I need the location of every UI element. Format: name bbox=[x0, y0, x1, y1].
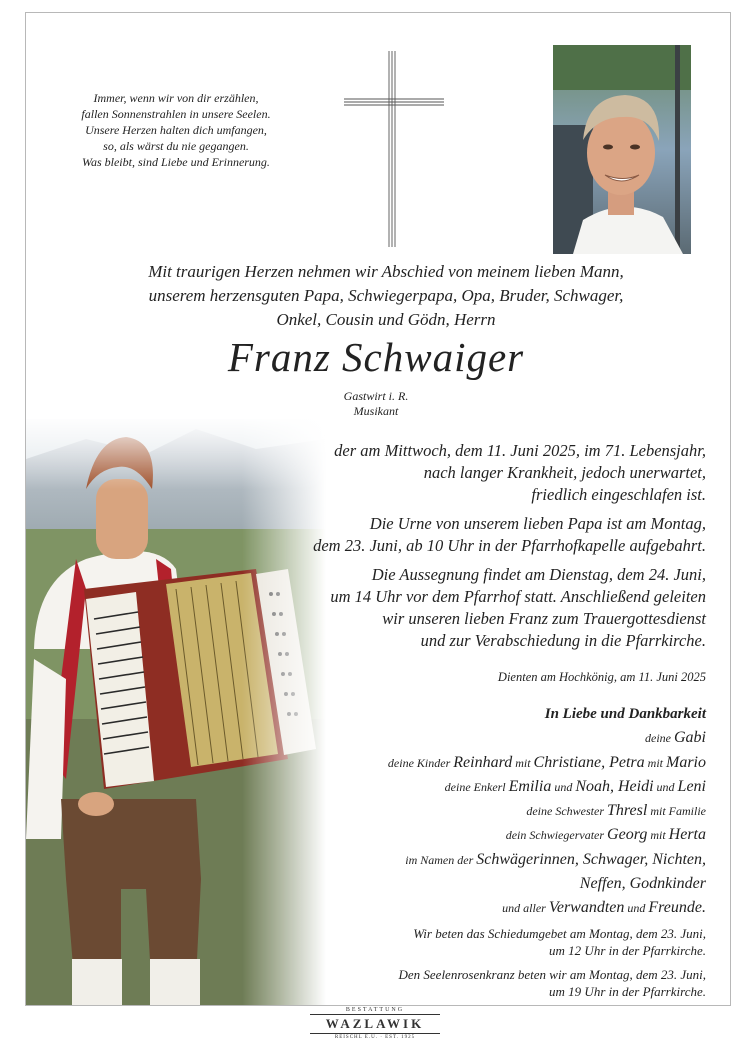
family-line-in-laws: im Namen der Schwägerinnen, Schwager, Nichten, bbox=[405, 850, 706, 868]
occupation-line: Musikant bbox=[353, 404, 399, 418]
cross-icon bbox=[344, 51, 444, 247]
memorial-verse bbox=[26, 90, 326, 170]
logo-main-text: WAZLAWIK bbox=[310, 1014, 440, 1034]
prayer-line: Den Seelenrosenkranz beten wir am Montag, dem 23. Juni, bbox=[398, 967, 706, 982]
family-list bbox=[388, 703, 706, 921]
obituary-card bbox=[25, 12, 731, 1006]
blessing-notice bbox=[330, 564, 706, 652]
family-line-grandchildren: deine Enkerl Emilia und Noah, Heidi und Leni bbox=[444, 777, 706, 795]
family-line-spouse: deine Gabi bbox=[645, 729, 706, 747]
prayer-notice bbox=[399, 925, 707, 1000]
verse-line: Unsere Herzen halten dich umfangen, bbox=[85, 123, 267, 137]
blessing-line: Die Aussegnung findet am Dienstag, dem 24. Juni, bbox=[371, 565, 706, 584]
verse-line: so, als wärst du nie gegangen. bbox=[103, 139, 249, 153]
verse-line: fallen Sonnenstrahlen in unsere Seelen. bbox=[81, 107, 271, 121]
occupation-line: Gastwirt i. R. bbox=[343, 389, 409, 403]
death-notice bbox=[334, 440, 706, 506]
family-line-godchildren: Neffen, Godnkinder bbox=[579, 875, 706, 893]
intro-text bbox=[86, 260, 686, 332]
blessing-line: wir unseren lieben Franz zum Trauergottesdienst bbox=[382, 609, 706, 628]
occupation bbox=[306, 389, 446, 419]
verse-line: Was bleibt, sind Liebe und Erinnerung. bbox=[82, 155, 270, 169]
family-heading: In Liebe und Dankbarkeit bbox=[544, 706, 706, 722]
urn-notice bbox=[313, 513, 706, 557]
urn-line: dem 23. Juni, ab 10 Uhr in der Pfarrhofkapelle aufgebahrt. bbox=[313, 536, 706, 555]
intro-line: unserem herzensguten Papa, Schwiegerpapa, Opa, Bruder, Schwager, bbox=[148, 286, 624, 305]
portrait-photo bbox=[553, 45, 691, 254]
death-line: der am Mittwoch, dem 11. Juni 2025, im 71. Lebensjahr, bbox=[334, 441, 706, 460]
family-line-father-in-law: dein Schwiegervater Georg mit Herta bbox=[505, 826, 706, 844]
family-line-children: deine Kinder Reinhard mit Christiane, Petra mit Mario bbox=[387, 753, 706, 771]
prayer-line: um 19 Uhr in der Pfarrkirche. bbox=[549, 984, 706, 999]
accordion-photo bbox=[26, 419, 326, 1005]
prayer-line: Wir beten das Schiedumgebet am Montag, dem 23. Juni, bbox=[413, 926, 706, 941]
place-date: Dienten am Hochkönig, am 11. Juni 2025 bbox=[497, 670, 706, 684]
logo-sub-text: REISCHL E.U. · EST. 1925 bbox=[334, 1035, 416, 1040]
death-line: nach langer Krankheit, jedoch unerwartet, bbox=[423, 463, 706, 482]
death-line: friedlich eingeschlafen ist. bbox=[531, 485, 706, 504]
family-line-sister: deine Schwester Thresl mit Familie bbox=[526, 802, 706, 820]
deceased-name: Franz Schwaiger bbox=[227, 334, 525, 380]
urn-line: Die Urne von unserem lieben Papa ist am Montag, bbox=[369, 514, 706, 533]
intro-line: Onkel, Cousin und Gödn, Herrn bbox=[276, 310, 496, 329]
verse-line: Immer, wenn wir von dir erzählen, bbox=[93, 91, 259, 105]
prayer-line: um 12 Uhr in der Pfarrkirche. bbox=[549, 943, 706, 958]
family-line-relatives: und aller Verwandten und Freunde. bbox=[502, 899, 706, 917]
funeral-home-logo bbox=[310, 1007, 440, 1040]
logo-top-text: BESTATTUNG bbox=[345, 1007, 405, 1013]
blessing-line: um 14 Uhr vor dem Pfarrhof statt. Anschließend geleiten bbox=[330, 587, 706, 606]
blessing-line: und zur Verabschiedung in die Pfarrkirche. bbox=[420, 631, 706, 650]
intro-line: Mit traurigen Herzen nehmen wir Abschied von meinem lieben Mann, bbox=[148, 262, 624, 281]
